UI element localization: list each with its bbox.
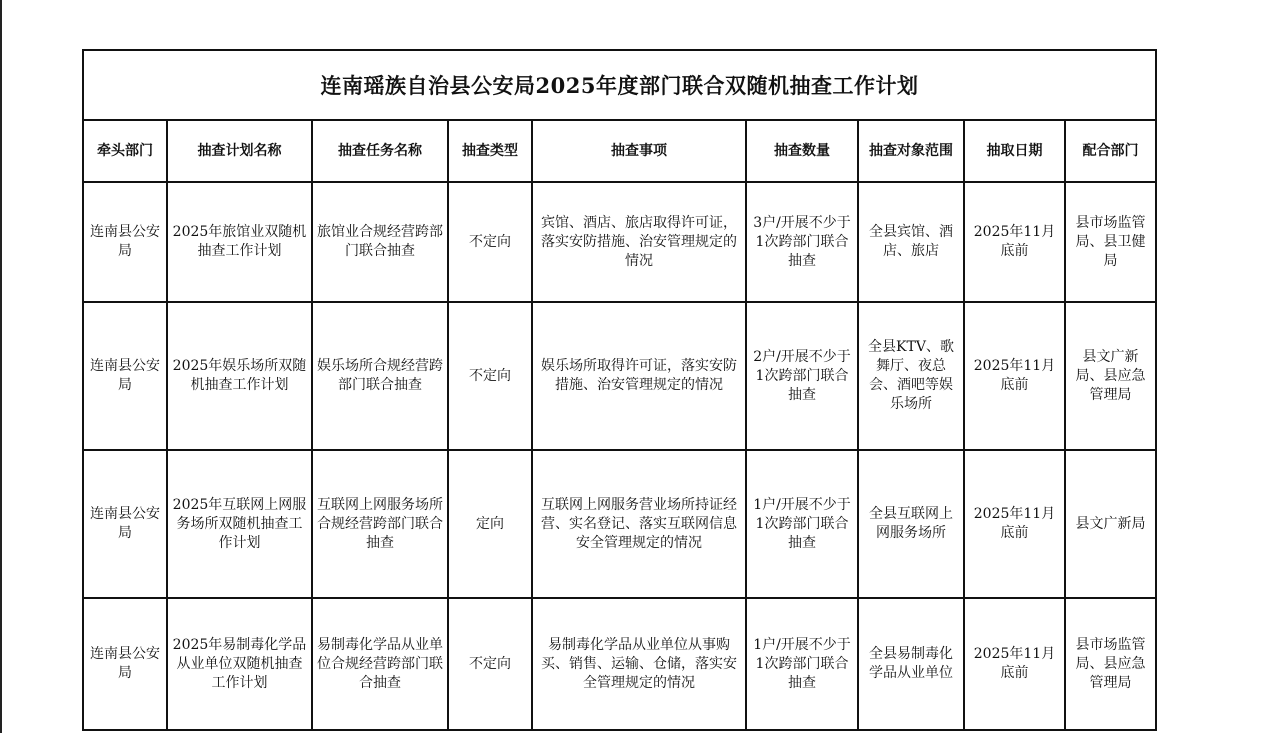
column-header: 配合部门 [1065, 120, 1156, 182]
inspection-type-cell: 不定向 [448, 182, 532, 302]
target-scope-cell: 全县KTV、歌舞厅、夜总会、酒吧等娱乐场所 [858, 302, 964, 450]
plan-name-cell: 2025年娱乐场所双随机抽查工作计划 [167, 302, 312, 450]
header-row [83, 120, 1156, 182]
task-name-cell: 娱乐场所合规经营跨部门联合抽查 [312, 302, 448, 450]
partner-departments-cell: 县市场监管局、县卫健局 [1065, 182, 1156, 302]
column-header: 抽查类型 [448, 120, 532, 182]
column-header: 抽查数量 [746, 120, 858, 182]
column-header: 抽查计划名称 [167, 120, 312, 182]
inspection-items-cell: 易制毒化学品从业单位从事购买、销售、运输、仓储，落实安全管理规定的情况 [532, 598, 746, 730]
table-row [83, 450, 1156, 598]
inspection-quantity-cell: 1户/开展不少于1次跨部门联合抽查 [746, 450, 858, 598]
column-header: 抽取日期 [964, 120, 1065, 182]
target-scope-cell: 全县宾馆、酒店、旅店 [858, 182, 964, 302]
draw-date-cell: 2025年11月底前 [964, 182, 1065, 302]
document-title: 连南瑶族自治县公安局2025年度部门联合双随机抽查工作计划 [83, 50, 1156, 120]
table-row [83, 302, 1156, 450]
inspection-type-cell: 不定向 [448, 302, 532, 450]
inspection-plan-table [82, 49, 1157, 731]
lead-department-cell: 连南县公安局 [83, 450, 167, 598]
partner-departments-cell: 县文广新局 [1065, 450, 1156, 598]
table-row [83, 598, 1156, 730]
page-left-edge [0, 0, 2, 733]
task-name-cell: 互联网上网服务场所合规经营跨部门联合抽查 [312, 450, 448, 598]
column-header: 牵头部门 [83, 120, 167, 182]
table-row [83, 182, 1156, 302]
target-scope-cell: 全县易制毒化学品从业单位 [858, 598, 964, 730]
task-name-cell: 易制毒化学品从业单位合规经营跨部门联合抽查 [312, 598, 448, 730]
task-name-cell: 旅馆业合规经营跨部门联合抽查 [312, 182, 448, 302]
inspection-quantity-cell: 3户/开展不少于1次跨部门联合抽查 [746, 182, 858, 302]
inspection-quantity-cell: 2户/开展不少于1次跨部门联合抽查 [746, 302, 858, 450]
plan-name-cell: 2025年互联网上网服务场所双随机抽查工作计划 [167, 450, 312, 598]
lead-department-cell: 连南县公安局 [83, 302, 167, 450]
plan-name-cell: 2025年旅馆业双随机抽查工作计划 [167, 182, 312, 302]
column-header: 抽查任务名称 [312, 120, 448, 182]
draw-date-cell: 2025年11月底前 [964, 302, 1065, 450]
inspection-type-cell: 定向 [448, 450, 532, 598]
column-header: 抽查事项 [532, 120, 746, 182]
inspection-items-cell: 宾馆、酒店、旅店取得许可证，落实安防措施、治安管理规定的情况 [532, 182, 746, 302]
partner-departments-cell: 县市场监管局、县应急管理局 [1065, 598, 1156, 730]
inspection-items-cell: 互联网上网服务营业场所持证经营、实名登记、落实互联网信息安全管理规定的情况 [532, 450, 746, 598]
draw-date-cell: 2025年11月底前 [964, 598, 1065, 730]
target-scope-cell: 全县互联网上网服务场所 [858, 450, 964, 598]
lead-department-cell: 连南县公安局 [83, 598, 167, 730]
lead-department-cell: 连南县公安局 [83, 182, 167, 302]
column-header: 抽查对象范围 [858, 120, 964, 182]
plan-name-cell: 2025年易制毒化学品从业单位双随机抽查工作计划 [167, 598, 312, 730]
inspection-items-cell: 娱乐场所取得许可证，落实安防措施、治安管理规定的情况 [532, 302, 746, 450]
draw-date-cell: 2025年11月底前 [964, 450, 1065, 598]
partner-departments-cell: 县文广新局、县应急管理局 [1065, 302, 1156, 450]
inspection-type-cell: 不定向 [448, 598, 532, 730]
inspection-quantity-cell: 1户/开展不少于1次跨部门联合抽查 [746, 598, 858, 730]
